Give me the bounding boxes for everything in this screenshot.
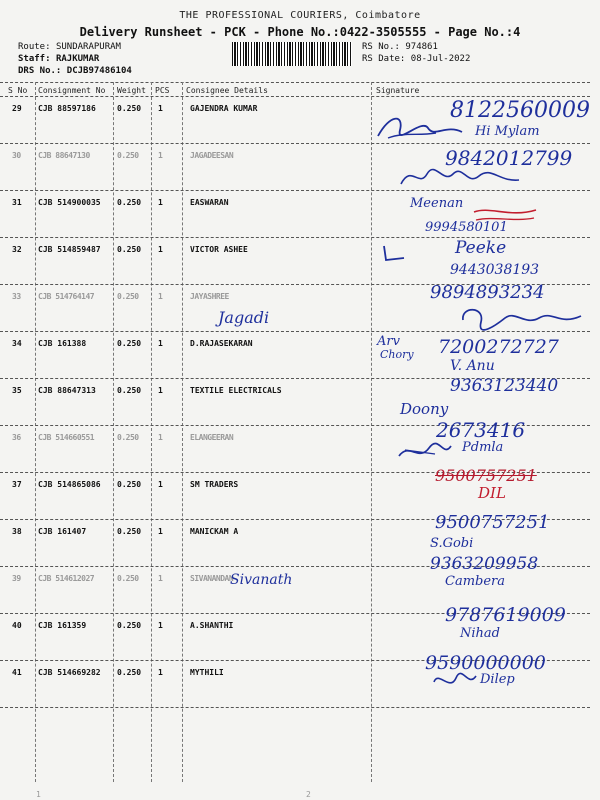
weight-value: 0.250	[117, 151, 139, 160]
serial-number: 30	[12, 151, 21, 160]
weight-value: 0.250	[117, 292, 139, 301]
consignee-name: SM TRADERS	[190, 480, 239, 489]
consignee-name: EASWARAN	[190, 198, 229, 207]
table-row	[0, 198, 370, 212]
pcs-value: 1	[158, 668, 163, 677]
serial-number: 38	[12, 527, 22, 536]
pcs-value: 1	[158, 198, 163, 207]
signature-scribble	[378, 242, 418, 264]
consignee-name: MANICKAM A	[190, 527, 239, 536]
pcs-value: 1	[158, 480, 163, 489]
handwritten-name: Dilep	[480, 672, 515, 687]
consignee-name: A.SHANTHI	[190, 621, 234, 630]
consignee-name: JAGADEESAN	[190, 151, 234, 160]
handwritten-name: Sivanath	[230, 572, 293, 588]
consignee-name: D.RAJASEKARAN	[190, 339, 253, 348]
handwritten-phone-struck: 9500757251	[435, 466, 537, 485]
handwritten-name: Chory	[380, 348, 414, 361]
weight-value: 0.250	[117, 621, 142, 630]
consignee-name: SIVANANDAN	[190, 574, 234, 583]
rs-date: RS Date: 08-Jul-2022	[362, 54, 471, 64]
handwritten-name: Arv	[377, 334, 400, 349]
table-row	[0, 339, 370, 353]
consignment-number: CJB 161359	[38, 621, 87, 630]
table-row	[0, 151, 370, 165]
consignment-number: CJB 88647130	[38, 151, 90, 160]
pcs-value: 1	[158, 151, 163, 160]
table-row	[0, 574, 370, 588]
signature-scribble	[395, 438, 455, 464]
serial-number: 31	[12, 198, 22, 207]
handwritten-name: S.Gobi	[430, 536, 474, 551]
table-row	[0, 621, 370, 635]
correction-strike	[470, 204, 540, 226]
handwritten-name: Pdmla	[462, 440, 504, 455]
consignment-number: CJB 514660551	[38, 433, 95, 442]
consignee-name: ELANGEERAN	[190, 433, 234, 442]
table-row	[0, 433, 370, 447]
table-row	[0, 292, 370, 306]
serial-number: 33	[12, 292, 21, 301]
weight-value: 0.250	[117, 104, 142, 113]
pcs-value: 1	[158, 292, 163, 301]
signature-scribble	[455, 304, 585, 334]
pcs-value: 1	[158, 339, 163, 348]
consignment-number: CJB 514859487	[38, 245, 101, 254]
pcs-value: 1	[158, 527, 163, 536]
header-rule-top	[0, 82, 590, 83]
handwritten-phone: 9842012799	[445, 146, 573, 170]
handwritten-phone: 9994580101	[425, 220, 508, 235]
handwritten-phone: 7200272727	[438, 336, 559, 358]
table-row	[0, 245, 370, 259]
col-signature: Signature	[376, 86, 420, 95]
consignee-name: GAJENDRA KUMAR	[190, 104, 258, 113]
consignment-number: CJB 514900035	[38, 198, 101, 207]
pcs-value: 1	[158, 574, 163, 583]
consignment-number: CJB 514764147	[38, 292, 95, 301]
handwritten-name: Hi Mylam	[475, 124, 540, 139]
table-row	[0, 527, 370, 541]
serial-number: 41	[12, 668, 22, 677]
handwritten-mark: DIL	[478, 484, 506, 502]
consignment-number: CJB 88647313	[38, 386, 96, 395]
weight-value: 0.250	[117, 480, 142, 489]
consignment-number: CJB 88597186	[38, 104, 96, 113]
serial-number: 39	[12, 574, 21, 583]
handwritten-phone: 9787619009	[445, 604, 566, 626]
pcs-value: 1	[158, 104, 163, 113]
handwritten-phone: 9590000000	[425, 652, 546, 674]
handwritten-name: Meenan	[410, 196, 464, 211]
col-consignment: Consignment No	[38, 86, 106, 95]
rs-number: RS No.: 974861	[362, 42, 438, 52]
route-label: Route: SUNDARAPURAM	[18, 42, 121, 52]
pcs-value: 1	[158, 245, 163, 254]
pcs-value: 1	[158, 621, 163, 630]
handwritten-name: Nihad	[460, 626, 500, 641]
col-weight: Weight	[117, 86, 146, 95]
signature-scribble	[395, 160, 525, 194]
table-row	[0, 480, 370, 494]
col-consignee: Consignee Details	[186, 86, 268, 95]
row-divider	[0, 707, 590, 708]
drs-number: DRS No.: DCJB97486104	[18, 66, 132, 76]
signature-scribble	[370, 106, 470, 156]
barcode	[232, 42, 352, 66]
col-sno: S No	[8, 86, 28, 95]
weight-value: 0.250	[117, 339, 142, 348]
table-row	[0, 668, 370, 682]
consignee-name: JAYASHREE	[190, 292, 229, 301]
handwritten-name: Jagadi	[218, 308, 270, 327]
handwritten-phone: 9363209958	[430, 554, 539, 574]
serial-number: 34	[12, 339, 22, 348]
row-divider	[0, 143, 590, 144]
serial-number: 35	[12, 386, 22, 395]
weight-value: 0.250	[117, 198, 142, 207]
weight-value: 0.250	[117, 574, 139, 583]
handwritten-phone: 9894893234	[430, 282, 545, 303]
header-rule-bottom	[0, 96, 590, 97]
serial-number: 29	[12, 104, 22, 113]
col-divider	[371, 82, 372, 782]
consignment-number: CJB 514612027	[38, 574, 95, 583]
pcs-value: 1	[158, 433, 163, 442]
consignee-name: TEXTILE ELECTRICALS	[190, 386, 282, 395]
handwritten-phone: 9363123440	[450, 376, 559, 396]
table-row	[0, 386, 370, 400]
consignee-name: MYTHILI	[190, 668, 224, 677]
handwritten-phone: 9500757251	[435, 512, 550, 533]
consignment-number: CJB 514669282	[38, 668, 101, 677]
weight-value: 0.250	[117, 527, 142, 536]
serial-number: 37	[12, 480, 22, 489]
footer-mark: 1	[36, 790, 41, 799]
handwritten-name: Peeke	[455, 238, 507, 258]
consignment-number: CJB 161407	[38, 527, 87, 536]
handwritten-name: V. Anu	[450, 358, 495, 374]
serial-number: 32	[12, 245, 22, 254]
handwritten-name: Cambera	[445, 574, 506, 589]
consignment-number: CJB 161388	[38, 339, 87, 348]
company-name: THE PROFESSIONAL COURIERS, Coimbatore	[179, 10, 421, 21]
weight-value: 0.250	[117, 433, 139, 442]
sheet-title: Delivery Runsheet - PCK - Phone No.:0422-3505555 - Page No.:4	[79, 25, 521, 39]
consignment-number: CJB 514865086	[38, 480, 101, 489]
staff-label: Staff: RAJKUMAR	[18, 54, 100, 64]
handwritten-phone: 8122560009	[450, 98, 590, 123]
signature-scribble	[430, 668, 480, 694]
weight-value: 0.250	[117, 386, 142, 395]
col-pcs: PCS	[155, 86, 170, 95]
table-row	[0, 104, 370, 118]
pcs-value: 1	[158, 386, 163, 395]
handwritten-phone: 9443038193	[450, 262, 540, 278]
weight-value: 0.250	[117, 668, 142, 677]
serial-number: 36	[12, 433, 21, 442]
handwritten-number: 2673416	[436, 418, 526, 442]
serial-number: 40	[12, 621, 22, 630]
footer-mark: 2	[306, 790, 311, 799]
handwritten-name: Doony	[400, 400, 449, 418]
weight-value: 0.250	[117, 245, 142, 254]
consignee-name: VICTOR ASHEE	[190, 245, 248, 254]
